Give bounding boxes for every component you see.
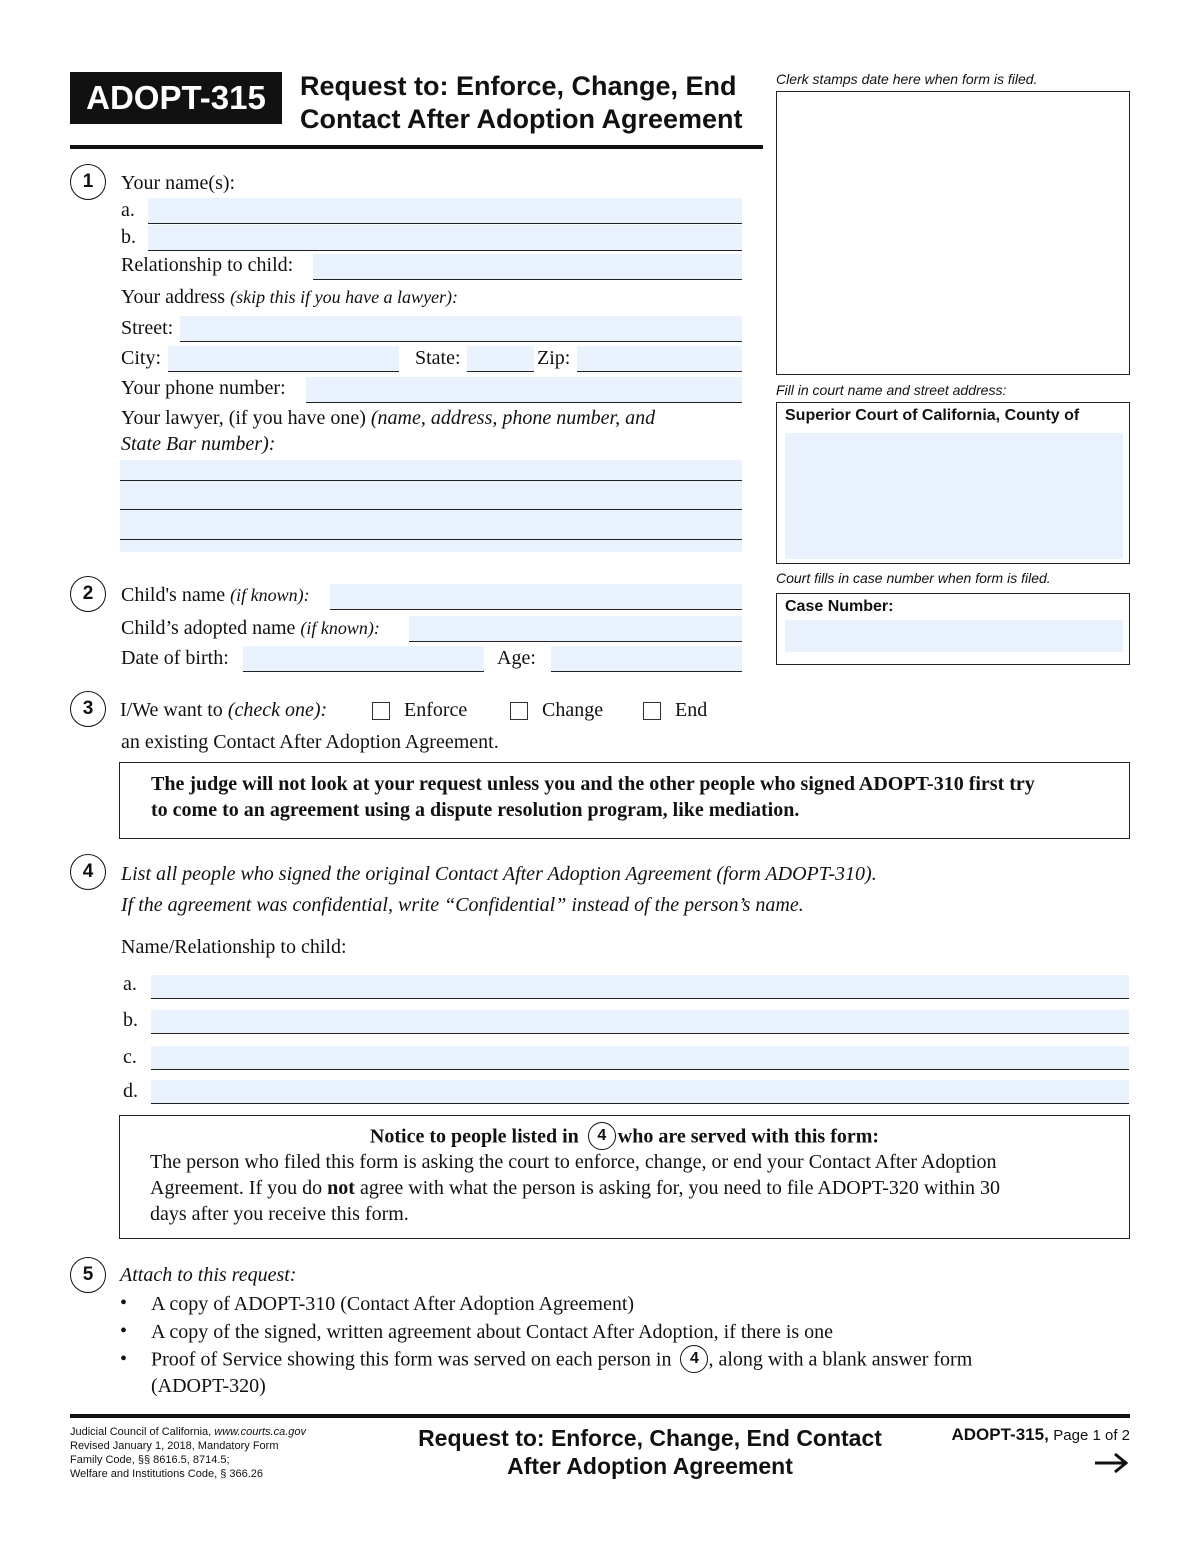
- section-3-number: 3: [70, 691, 106, 727]
- footer-revised: Revised January 1, 2018, Mandatory Form: [70, 1440, 279, 1452]
- child-name-label: [121, 583, 310, 607]
- court-box: [776, 402, 1130, 564]
- form-title: [300, 70, 743, 136]
- court-name-field[interactable]: [785, 433, 1123, 559]
- name-a-label: a.: [121, 199, 135, 221]
- lawyer-hint2: State Bar number):: [121, 433, 276, 455]
- lawyer-line: [120, 480, 742, 481]
- your-names-label: Your name(s):: [121, 172, 236, 194]
- address-label: [121, 285, 458, 309]
- lawyer-hint: (name, address, phone number, and: [370, 407, 656, 429]
- child-name-hint: (if known):: [230, 585, 310, 605]
- served-notice-line1: The person who filed this form is asking the court to enforce, change, or end your Contact After Adoption: [150, 1151, 997, 1173]
- existing-agreement-text: an existing Contact After Adoption Agreement.: [121, 731, 499, 753]
- name-b-label: b.: [121, 226, 136, 248]
- clerk-stamp-box: [776, 91, 1130, 375]
- attach-item-3: [151, 1347, 972, 1375]
- served-notice-not: not: [327, 1177, 355, 1199]
- attach-label-text: Attach to this request:: [120, 1264, 297, 1286]
- section-1-number: 1: [70, 164, 106, 200]
- served-notice-title-a: Notice to people listed in: [369, 1125, 579, 1148]
- form-title-line2: Contact After Adoption Agreement: [300, 104, 743, 134]
- street-field[interactable]: [180, 316, 742, 342]
- age-label: Age:: [497, 647, 536, 669]
- footer-rule: [70, 1414, 1130, 1418]
- lawyer-field[interactable]: [120, 460, 742, 552]
- court-note: Fill in court name and street address:: [776, 382, 1007, 398]
- section-2-number: 2: [70, 576, 106, 612]
- signer-d-label: d.: [123, 1080, 138, 1102]
- clerk-stamp-note: Clerk stamps date here when form is filed.: [776, 71, 1038, 87]
- bullet-dot: •: [120, 1348, 128, 1370]
- enforce-checkbox[interactable]: [372, 702, 390, 720]
- want-to-label: [120, 698, 327, 722]
- change-label: Change: [542, 699, 604, 721]
- phone-label: Your phone number:: [121, 377, 286, 399]
- attach-item-3c: (ADOPT-320): [151, 1375, 266, 1397]
- form-title-line1: Request to: Enforce, Change, End: [300, 71, 737, 101]
- footer-site-link[interactable]: www.courts.ca.gov: [214, 1426, 306, 1438]
- child-adopted-hint: (if known):: [300, 618, 380, 638]
- signer-d-field[interactable]: [151, 1080, 1129, 1104]
- child-name-text: Child's name: [121, 584, 226, 606]
- lawyer-hint-line2: [121, 432, 275, 456]
- footer-title-line1: Request to: Enforce, Change, End Contact: [418, 1425, 882, 1451]
- enforce-label: Enforce: [404, 699, 468, 721]
- attach-item-3b: , along with a blank answer form: [708, 1348, 973, 1371]
- section4-instr1-text: List all people who signed the original Contact After Adoption Agreement (form ADOPT-310).: [121, 863, 877, 885]
- lawyer-label-text: Your lawyer, (if you have one): [121, 407, 366, 429]
- phone-field[interactable]: [306, 377, 742, 403]
- lawyer-line: [120, 539, 742, 540]
- served-notice-title: [120, 1124, 1129, 1152]
- relationship-label: Relationship to child:: [121, 254, 294, 276]
- signer-c-field[interactable]: [151, 1046, 1129, 1070]
- section-4-ref-number: 4: [588, 1122, 616, 1150]
- case-note: Court fills in case number when form is filed.: [776, 570, 1051, 586]
- child-adopted-text: Child’s adopted name: [121, 617, 296, 639]
- case-label: Case Number:: [785, 598, 894, 615]
- child-name-field[interactable]: [330, 584, 742, 610]
- child-adopted-label: [121, 616, 380, 640]
- name-relationship-label: Name/Relationship to child:: [121, 936, 347, 958]
- section4-instruction2: [121, 893, 804, 917]
- end-checkbox[interactable]: [643, 702, 661, 720]
- bullet-dot: •: [120, 1292, 128, 1314]
- section4-instruction1: [121, 862, 877, 886]
- name-a-field[interactable]: [148, 198, 742, 224]
- address-label-text: Your address: [121, 286, 226, 308]
- section-4-number: 4: [70, 854, 106, 890]
- signer-a-label: a.: [123, 973, 137, 995]
- served-notice-line2a: Agreement. If you do: [150, 1177, 323, 1199]
- footer-title: [400, 1424, 900, 1480]
- footer-citations: [70, 1425, 306, 1481]
- attach-item-3a: Proof of Service showing this form was served on each person in: [151, 1348, 672, 1371]
- footer-title-line2: After Adoption Agreement: [507, 1453, 793, 1479]
- judge-notice-box: [119, 762, 1130, 839]
- signer-b-label: b.: [123, 1009, 138, 1031]
- signer-c-label: c.: [123, 1046, 137, 1068]
- header-rule: [70, 145, 763, 149]
- section4-instr2-text: If the agreement was confidential, write “Confidential” instead of the person’s name.: [121, 894, 804, 916]
- lawyer-line: [120, 509, 742, 510]
- case-box: [776, 593, 1130, 665]
- footer-family-code: Family Code, §§ 8616.5, 8714.5;: [70, 1454, 230, 1466]
- case-number-field[interactable]: [785, 620, 1123, 652]
- age-field[interactable]: [551, 646, 742, 672]
- footer-page: Page 1 of 2: [1053, 1427, 1130, 1444]
- end-label: End: [675, 699, 708, 721]
- signer-a-field[interactable]: [151, 975, 1129, 999]
- form-id-badge: [70, 72, 282, 124]
- attach-item-1: A copy of ADOPT-310 (Contact After Adoption Agreement): [151, 1293, 635, 1315]
- served-notice-line3: days after you receive this form.: [150, 1203, 409, 1225]
- child-adopted-field[interactable]: [409, 616, 742, 642]
- footer-council: Judicial Council of California,: [70, 1426, 212, 1438]
- attach-item-2: A copy of the signed, written agreement about Contact After Adoption, if there is one: [151, 1321, 834, 1343]
- next-page-arrow-icon: [1094, 1452, 1128, 1474]
- section-5-number: 5: [70, 1257, 106, 1293]
- signer-b-field[interactable]: [151, 1010, 1129, 1034]
- zip-label: Zip:: [537, 347, 571, 369]
- state-field[interactable]: [467, 346, 534, 372]
- served-notice-line2c: agree with what the person is asking for, you need to file ADOPT-320 within 30: [359, 1177, 1000, 1199]
- attach-label: [120, 1263, 296, 1287]
- footer-council-line: [70, 1425, 306, 1439]
- footer-page-info: [900, 1425, 1130, 1445]
- relationship-field[interactable]: [313, 254, 742, 280]
- lawyer-label: [121, 406, 655, 430]
- city-field[interactable]: [168, 346, 399, 372]
- dob-field[interactable]: [243, 646, 484, 672]
- change-checkbox[interactable]: [510, 702, 528, 720]
- served-notice-line2: [150, 1176, 1000, 1200]
- want-to-text: I/We want to: [120, 699, 223, 721]
- zip-field[interactable]: [577, 346, 742, 372]
- court-label: Superior Court of California, County of: [785, 407, 1080, 424]
- dob-label: Date of birth:: [121, 647, 229, 669]
- judge-notice-line2: to come to an agreement using a dispute resolution program, like mediation.: [151, 799, 800, 821]
- form-id: ADOPT-315: [86, 79, 266, 116]
- section-4-ref-number: 4: [680, 1345, 708, 1373]
- state-label: State:: [415, 347, 461, 369]
- bullet-dot: •: [120, 1320, 128, 1342]
- name-b-field[interactable]: [148, 225, 742, 251]
- street-label: Street:: [121, 317, 174, 339]
- footer-welfare-code: Welfare and Institutions Code, § 366.26: [70, 1468, 264, 1480]
- check-one-hint: (check one):: [227, 699, 328, 721]
- judge-notice-line1: The judge will not look at your request unless you and the other people who signed ADOPT-310 first try: [151, 773, 1035, 795]
- served-notice-title-b: who are served with this form:: [617, 1125, 880, 1148]
- address-hint: (skip this if you have a lawyer):: [230, 287, 459, 307]
- footer-form-id: ADOPT-315,: [951, 1425, 1049, 1444]
- served-notice-box: [119, 1115, 1130, 1239]
- city-label: City:: [121, 347, 162, 369]
